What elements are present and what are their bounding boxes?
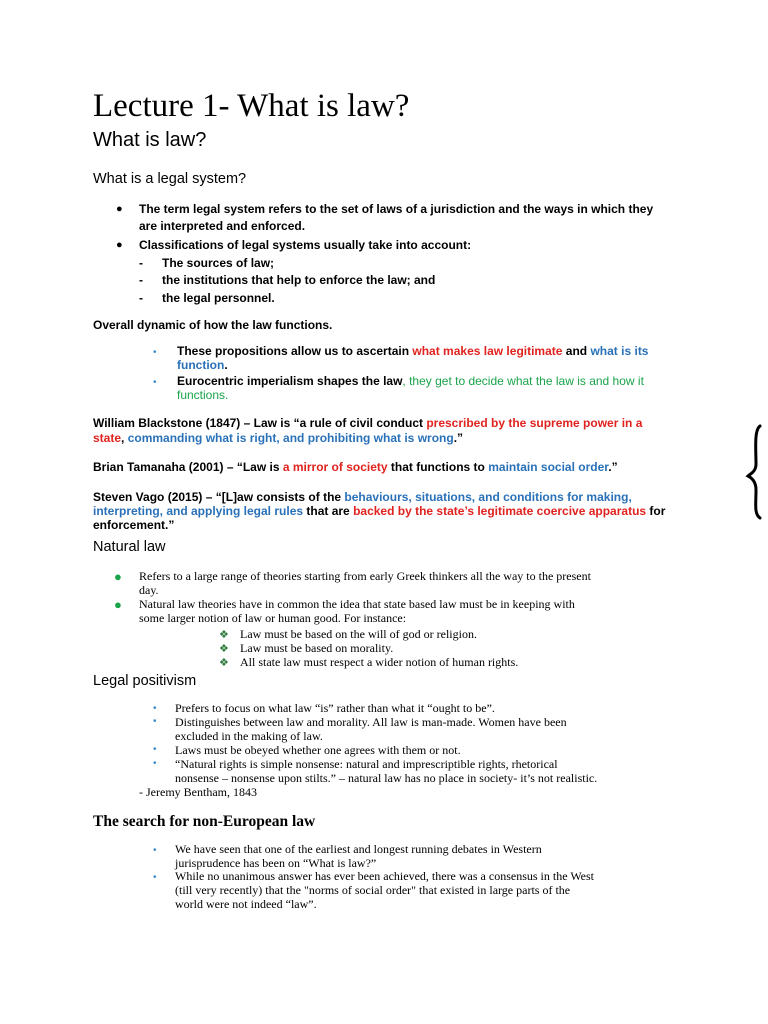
quote-blackstone-cont [93, 430, 463, 447]
list-item: We have seen that one of the earliest and longest running debates in Western [175, 842, 542, 856]
sub-item: Law must be based on morality. [240, 641, 394, 655]
heading-legal-positivism: Legal positivism [93, 673, 197, 689]
bullet-icon: ● [114, 569, 122, 584]
text-span: that are [303, 504, 354, 518]
diamond-bullet-icon: ❖ [219, 643, 229, 655]
list-item-cont [177, 357, 228, 374]
diamond-bullet-icon: ❖ [219, 629, 229, 641]
list-item-cont: are interpreted and enforced. [139, 219, 306, 233]
highlight-red: what makes law legitimate [412, 344, 563, 358]
text-span: Steven Vago (2015) – “[L]aw consists of the [93, 490, 345, 504]
text-span: . [224, 358, 228, 372]
list-item-cont: world were not indeed “law”. [175, 897, 317, 911]
list-item [177, 373, 644, 390]
dash-marker: - [139, 291, 143, 305]
text-span: Eurocentric imperialism shapes the law [177, 374, 403, 388]
bullet-icon: • [153, 758, 157, 769]
bullet-icon: • [153, 703, 157, 714]
highlight-blue: commanding what is right, and prohibiting what is wrong [127, 431, 454, 445]
highlight-blue: behaviours, situations, and conditions for making, [344, 490, 632, 504]
highlight-red: prescribed by the supreme power in a [426, 416, 643, 430]
bullet-icon: ● [116, 203, 123, 215]
list-item-cont [177, 387, 228, 404]
attribution: - Jeremy Bentham, 1843 [139, 785, 257, 799]
highlight-red: state [93, 431, 122, 445]
bullet-icon: • [153, 845, 157, 856]
list-item-cont: nonsense – nonsense upon stilts.” – natural law has no place in society- it’s not realistic. [175, 771, 598, 785]
heading-natural-law: Natural law [93, 539, 166, 555]
text-span: William Blackstone (1847) – Law is “a rule of civil conduct [93, 416, 427, 430]
text-span: Brian Tamanaha (2001) – “Law is [93, 460, 283, 474]
highlight-green: , they get to decide what the law is and how it [402, 374, 644, 388]
list-item: Refers to a large range of theories starting from early Greek thinkers all the way to the present [139, 569, 591, 583]
sub-item: the legal personnel. [162, 291, 275, 305]
list-item-cont: some larger notion of law or human good. For instance: [139, 611, 407, 625]
sub-item: the institutions that help to enforce the law; and [162, 273, 436, 287]
highlight-red: backed by the state’s legitimate coercive apparatus [353, 504, 647, 518]
list-item: Classifications of legal systems usually take into account: [139, 238, 472, 252]
text-span: .” [453, 431, 464, 445]
lecture-title: Lecture 1- What is law? [93, 88, 410, 124]
heading-what-is-law: What is law? [93, 129, 207, 151]
text-span: that functions to [387, 460, 489, 474]
dash-marker: - [139, 256, 143, 270]
bullet-icon: • [153, 716, 157, 727]
text-span: .” [608, 460, 618, 474]
sub-item: The sources of law; [162, 256, 275, 270]
text-span: These propositions allow us to ascertain [177, 344, 413, 358]
list-item: While no unanimous answer has ever been achieved, there was a consensus in the West [175, 869, 595, 883]
sub-item: Law must be based on the will of god or religion. [240, 627, 477, 641]
highlight-blue: interpreting, and applying legal rules [93, 504, 304, 518]
bullet-icon: • [153, 347, 157, 358]
highlight-blue: maintain social order [488, 460, 609, 474]
bullet-icon: ● [114, 597, 122, 612]
dash-marker: - [139, 273, 143, 287]
text-span: , [121, 431, 128, 445]
highlight-blue: function [177, 358, 225, 372]
highlight-green: functions. [177, 388, 229, 402]
list-item: Prefers to focus on what law “is” rather than what it “ought to be”. [175, 701, 495, 715]
bullet-icon: • [153, 872, 157, 883]
text-span: and [562, 344, 591, 358]
diamond-bullet-icon: ❖ [219, 657, 229, 669]
list-item-cont: day. [139, 583, 159, 597]
overall-dynamic: Overall dynamic of how the law functions. [93, 318, 333, 332]
list-item-cont: jurisprudence has been on “What is law?” [175, 856, 377, 870]
heading-search-non-european-law: The search for non-European law [93, 813, 316, 830]
highlight-red: a mirror of society [282, 460, 388, 474]
heading-legal-system: What is a legal system? [93, 171, 247, 187]
quote-vago-cont: enforcement.” [93, 518, 175, 532]
handwritten-bracket-mark [744, 420, 768, 520]
list-item: “Natural rights is simple nonsense: natural and imprescriptible rights, rhetorical [175, 757, 558, 771]
bullet-icon: • [153, 377, 157, 388]
text-span: for [646, 504, 666, 518]
list-item [177, 343, 648, 360]
highlight-blue: what is its [590, 344, 649, 358]
list-item: Distinguishes between law and morality. All law is man-made. Women have been [175, 715, 567, 729]
list-item-cont: excluded in the making of law. [175, 729, 323, 743]
quote-vago-cont [93, 503, 665, 520]
bullet-icon: • [153, 744, 157, 755]
bullet-icon: ● [116, 239, 123, 251]
list-item-cont: (till very recently) that the "norms of social order" that existed in large parts of the [175, 883, 571, 897]
quote-tamanaha [93, 459, 618, 476]
list-item: Laws must be obeyed whether one agrees with them or not. [175, 743, 461, 757]
list-item: The term legal system refers to the set of laws of a jurisdiction and the ways in which they [139, 202, 654, 216]
list-item: Natural law theories have in common the idea that state based law must be in keeping with [139, 597, 575, 611]
sub-item: All state law must respect a wider notion of human rights. [240, 655, 519, 669]
